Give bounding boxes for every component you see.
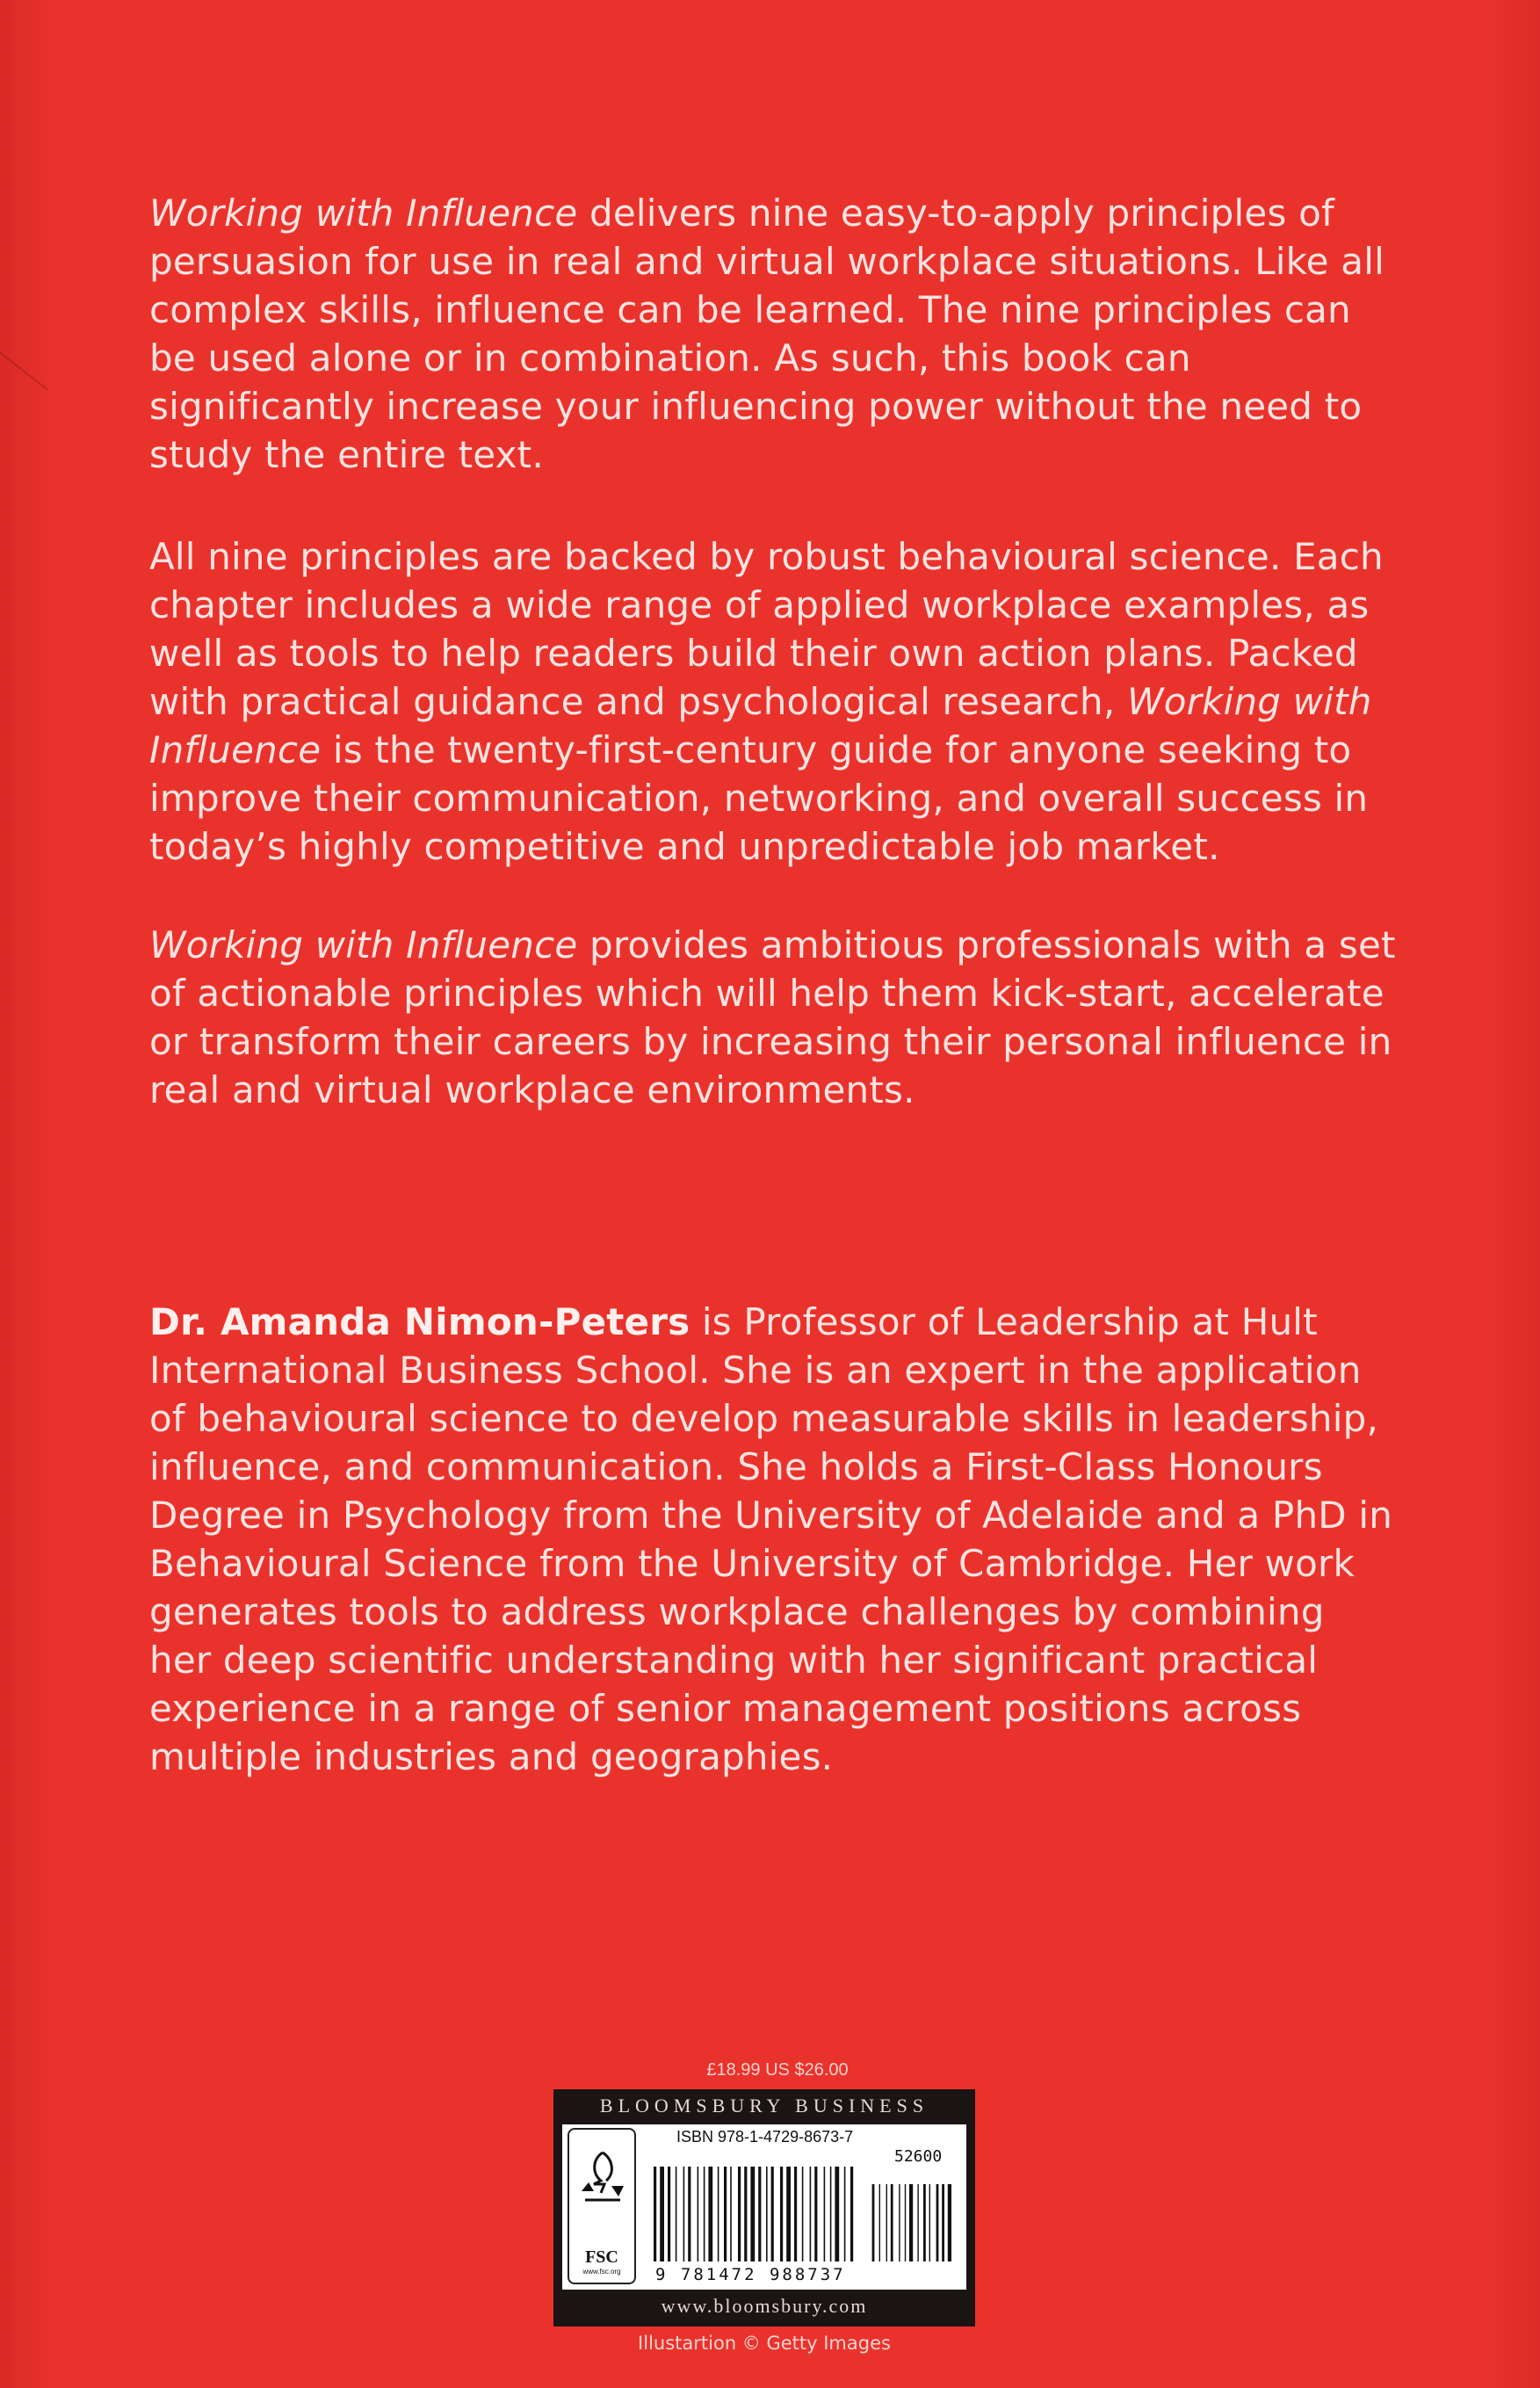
barcode-digits: 9 781472 988737	[655, 2265, 846, 2284]
blurb-paragraph-2	[149, 532, 1397, 871]
author-name: Dr. Amanda Nimon-Peters	[149, 1300, 690, 1343]
barcode-area	[562, 2124, 966, 2290]
fsc-label: FSC	[585, 2247, 618, 2267]
publisher-name: BLOOMSBURY BUSINESS	[599, 2095, 929, 2117]
barcode-panel	[553, 2089, 975, 2326]
barcode	[650, 2167, 958, 2263]
fsc-logo	[568, 2128, 636, 2284]
book-title-italic: Working with Influence	[149, 923, 578, 966]
book-title-italic: Working with Influence	[149, 192, 578, 235]
illustration-credit: Illustartion © Getty Images	[638, 2333, 891, 2354]
blurb-text: is the twenty-first-century guide for anyone seeking to improve their communication, networking, and overall success in today’s highly competitive and unpredictable job market.	[149, 728, 1369, 868]
price-code: 52600	[894, 2147, 943, 2166]
bio-text: is Professor of Leadership at Hult International Business School. She is an expert in the application of behavioural science to develop measurable skills in leadership, influence, and communication. She holds a First-Class Honours Degree in Psychology from the University of Adelaide and a PhD in Behavioural Science from the University of Cambridge. Her work generates tools to address workplace challenges by combining her deep scientific understanding with her significant practical experience in a range of senior management positions across multiple industries and geographies.	[149, 1300, 1393, 1778]
blurb-paragraph-1	[149, 189, 1397, 479]
fsc-tree-icon	[576, 2147, 629, 2226]
book-title-italic: Working with Influence	[149, 680, 1372, 771]
blurb-text: All nine principles are backed by robust behavioural science. Each chapter includes a wide range of applied workplace examples, as well as tools to help readers build their own action plans. Packed with practical guidance and psychological research,	[149, 535, 1384, 723]
publisher-website: www.bloomsbury.com	[661, 2295, 868, 2317]
price-label: £18.99 US $26.00	[706, 2060, 849, 2080]
blurb-paragraph-3	[149, 921, 1397, 1114]
fsc-url: www.fsc.org	[582, 2268, 621, 2276]
isbn-text: ISBN 978-1-4729-8673-7	[676, 2128, 854, 2146]
author-bio	[149, 1298, 1397, 1781]
blurb-text: delivers nine easy-to-apply principles of persuasion for use in real and virtual workplace situations. Like all complex skills, influence can be learned. The nine principles can be used alone or in combination. As such, this book can significantly increase your influencing power without the need to study the entire text.	[149, 192, 1385, 476]
blurb-text: provides ambitious professionals with a set of actionable principles which will help them kick-start, accelerate or transform their careers by increasing their personal influence in real and virtual workplace environments.	[149, 923, 1396, 1111]
